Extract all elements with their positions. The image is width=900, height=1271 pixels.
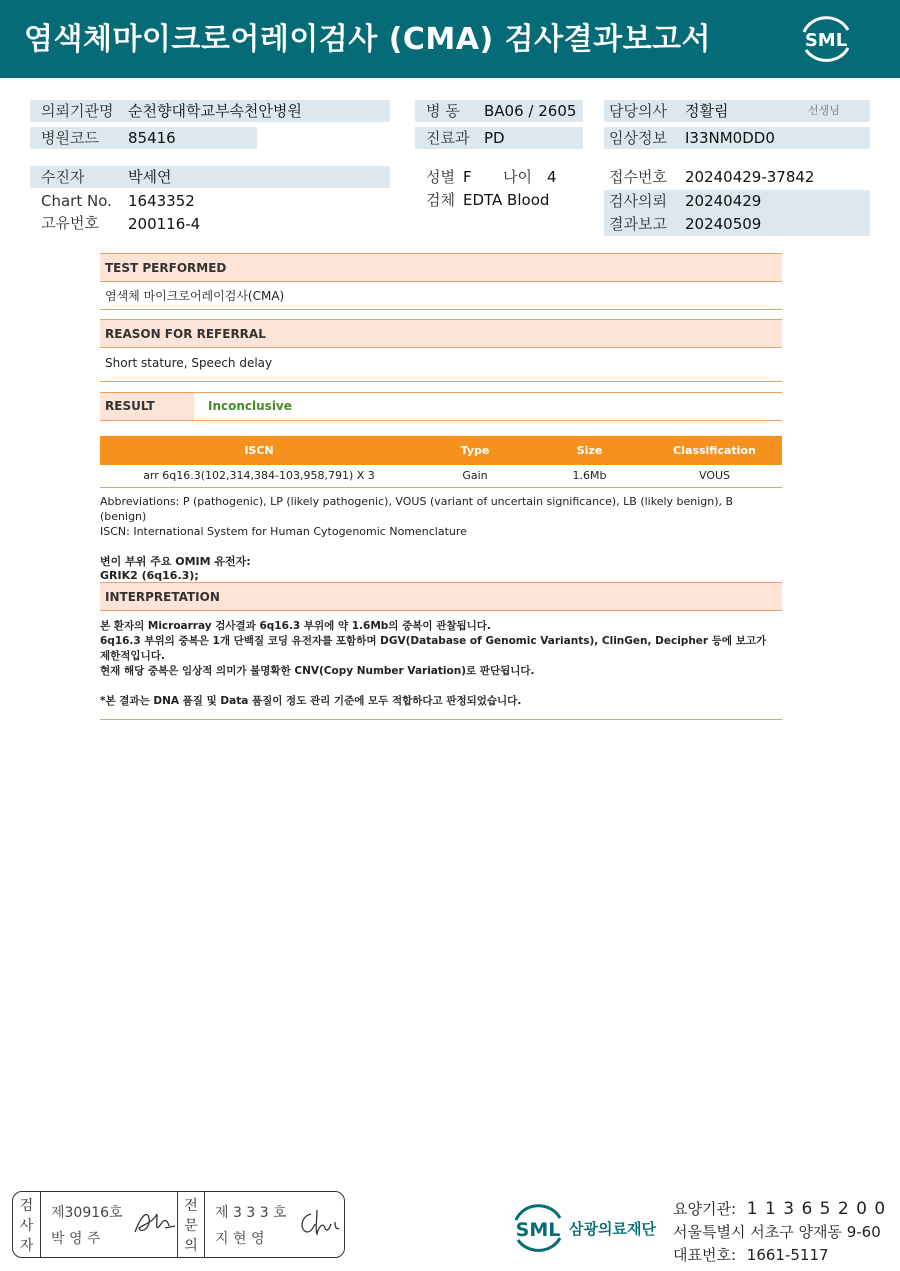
- interpretation-line-3: 제한적입니다.: [100, 650, 165, 662]
- hospital-code-value: 85416: [128, 129, 176, 147]
- specimen-value: EDTA Blood: [463, 191, 550, 209]
- table-header-type: Type: [418, 436, 532, 465]
- examiner-label-char: 자: [19, 1238, 34, 1254]
- institution-no: 1 1 3 6 5 2 0 0: [746, 1199, 887, 1219]
- institution-label: 요양기관:: [673, 1200, 737, 1218]
- interpretation-line-1: 본 환자의 Microarray 검사결과 6q16.3 부위에 약 1.6Mb의 중복이 관찰됩니다.: [100, 620, 491, 632]
- test-performed-section: [100, 253, 782, 310]
- patient-value: 박세연: [128, 168, 172, 186]
- specialist-label-char: 전: [184, 1198, 198, 1214]
- iscn-table: [100, 436, 782, 488]
- table-header-row: [100, 436, 782, 465]
- report-title: 염색체마이크로어레이검사 (CMA) 검사결과보고서: [24, 22, 712, 57]
- signature-box: [12, 1191, 345, 1258]
- interpretation-line-4: 현재 해당 중복은 임상적 의미가 불명확한 CNV(Copy Number Variation)로 판단됩니다.: [100, 665, 535, 677]
- request-value: 20240429: [685, 192, 762, 210]
- hospital-label: 의뢰기관명: [41, 102, 114, 120]
- specialist-label: [177, 1192, 205, 1258]
- table-cell-size: 1.6Mb: [532, 465, 647, 487]
- report-date-value: 20240509: [685, 215, 762, 233]
- dept-label: 진료과: [426, 129, 470, 147]
- table-cell-classification: VOUS: [647, 465, 782, 487]
- abbreviations-line-2: ISCN: International System for Human Cytogenomic Nomenclature: [100, 524, 467, 538]
- result-row: [100, 392, 782, 421]
- clinical-label: 임상정보: [609, 129, 667, 147]
- hospital-value: 순천향대학교부속천안병원: [128, 102, 302, 120]
- interpretation-line-5: *본 결과는 DNA 품질 및 Data 품질이 정도 관리 기준에 모두 적합하다고 판정되었습니다.: [100, 695, 522, 707]
- omim-label: 변이 부위 주요 OMIM 유전자:: [100, 554, 251, 568]
- interpretation-line-2: 6q16.3 부위의 중복은 1개 단백질 코딩 유전자를 포함하며 DGV(Database of Genomic Variants), ClinGen, Decipher 등에 보고가: [100, 635, 767, 647]
- referral-section: [100, 319, 782, 382]
- chart-label: Chart No.: [41, 192, 112, 210]
- header-logo-text: SML: [804, 30, 848, 51]
- table-header-size: Size: [532, 436, 647, 465]
- table-row: [100, 465, 782, 487]
- dept-value: PD: [484, 129, 505, 147]
- doctor-label: 담당의사: [609, 102, 667, 120]
- hospital-code-label: 병원코드: [41, 129, 99, 147]
- report-header: [0, 0, 900, 78]
- age-value: 4: [547, 168, 557, 186]
- iscn-table-section: [100, 436, 782, 589]
- omim-genes: GRIK2 (6q16.3);: [100, 569, 782, 589]
- examiner-no: 제30916호: [51, 1205, 123, 1221]
- age-label: 나이: [503, 168, 532, 186]
- examiner-label: [13, 1192, 41, 1258]
- specialist-label-char: 의: [184, 1238, 198, 1254]
- phone-line: [673, 1244, 829, 1265]
- sex-value: F: [463, 168, 472, 186]
- specialist-name: 지 현 영: [215, 1231, 265, 1247]
- sml-logo-icon: [798, 12, 854, 66]
- sex-label: 성별: [426, 168, 455, 186]
- footer-logo-text: SML: [515, 1219, 561, 1241]
- receipt-label: 접수번호: [609, 168, 667, 186]
- abbreviations-line-1: Abbreviations: P (pathogenic), LP (likely pathogenic), VOUS (variant of uncertain significance), LB (likely benign), B (benign): [100, 494, 734, 523]
- ward-value: BA06 / 2605: [484, 102, 577, 120]
- examiner-label-char: 사: [19, 1218, 34, 1234]
- address: 서울특별시 서초구 양재동 9-60: [673, 1223, 881, 1241]
- report-date-label: 결과보고: [609, 215, 667, 233]
- phone-value: 1661-5117: [746, 1246, 829, 1264]
- interpretation-section: [100, 582, 782, 720]
- test-performed-heading: TEST PERFORMED: [100, 253, 782, 282]
- receipt-value: 20240429-37842: [685, 168, 815, 186]
- clinical-value: I33NM0DD0: [685, 129, 775, 147]
- uid-value: 200116-4: [128, 215, 201, 233]
- phone-label: 대표번호:: [673, 1246, 737, 1264]
- table-header-iscn: ISCN: [100, 436, 418, 465]
- request-label: 검사의뢰: [609, 192, 667, 210]
- test-performed-text: 염색체 마이크로어레이검사(CMA): [100, 282, 782, 310]
- interpretation-heading: INTERPRETATION: [100, 582, 782, 611]
- table-cell-type: Gain: [418, 465, 532, 487]
- result-value: Inconclusive: [208, 399, 292, 413]
- referral-text: Short stature, Speech delay: [100, 348, 782, 382]
- specimen-label: 검체: [426, 191, 455, 209]
- doctor-value: 정활림: [685, 102, 729, 120]
- examiner-label-char: 검: [19, 1198, 34, 1214]
- specialist-signature-icon: [295, 1206, 341, 1242]
- specialist-no: 제 3 3 3 호: [215, 1205, 287, 1221]
- result-label: RESULT: [100, 393, 194, 420]
- doctor-suffix: 선생님: [808, 104, 840, 117]
- uid-label: 고유번호: [41, 214, 99, 232]
- examiner-signature-icon: [131, 1206, 177, 1242]
- chart-value: 1643352: [128, 192, 195, 210]
- table-header-classification: Classification: [647, 436, 782, 465]
- footer-sml-logo-icon: [510, 1200, 566, 1256]
- examiner-name: 박 영 주: [51, 1231, 101, 1247]
- result-section: [100, 392, 782, 421]
- specialist-label-char: 문: [184, 1218, 198, 1234]
- table-cell-iscn: arr 6q16.3(102,314,384-103,958,791) X 3: [100, 465, 418, 487]
- org-name: 삼광의료재단: [569, 1220, 656, 1238]
- ward-label: 병 동: [426, 102, 460, 120]
- referral-heading: REASON FOR REFERRAL: [100, 319, 782, 348]
- institution-line: [673, 1198, 886, 1219]
- interpretation-body: [100, 611, 782, 720]
- patient-label: 수진자: [41, 168, 85, 186]
